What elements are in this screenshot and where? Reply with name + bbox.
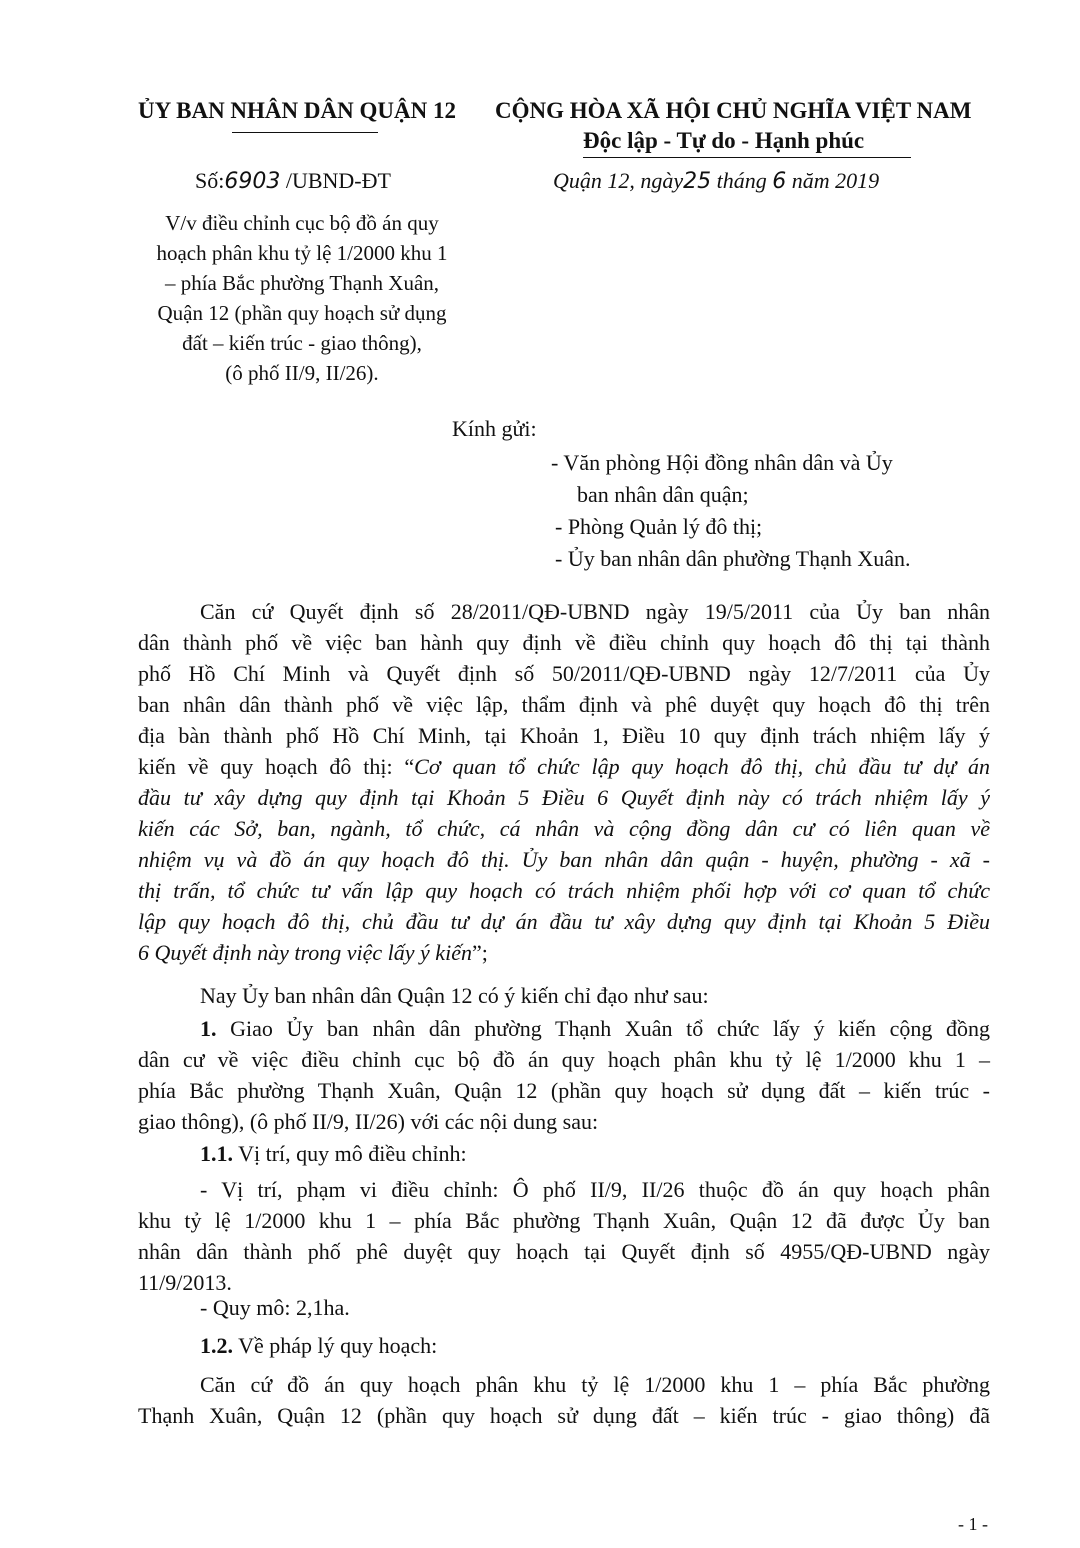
subject-line: hoạch phân khu tỷ lệ 1/2000 khu 1 — [156, 241, 448, 265]
subject-line: Quận 12 (phần quy hoạch sử dụng — [157, 301, 447, 325]
quote-line: kiến các Sở, ban, ngành, tổ chức, cá nhân và cộng đồng dân cư có liên quan về — [138, 816, 990, 841]
quote-line: nhiệm vụ và đồ án quy hoạch đô thị. Ủy ban nhân dân quận - huyện, phường - xã - — [138, 847, 990, 872]
quote-line: thị trấn, tổ chức tư vấn lập quy hoạch có trách nhiệm phối hợp với cơ quan tổ chức — [138, 878, 990, 903]
recipient-item: - Ủy ban nhân dân phường Thạnh Xuân. — [555, 546, 911, 571]
quote-end-text: 6 Quyết định này trong việc lấy ý kiến — [138, 940, 472, 965]
paragraph-line-mixed — [138, 751, 990, 782]
item-1 — [138, 1013, 990, 1137]
paragraph-line: ban nhân dân thành phố về việc lập, thẩm định và phê duyệt quy hoạch đô thị trên — [138, 692, 990, 717]
item-1-first-line — [138, 1013, 990, 1044]
item-1-1-number: 1.1. — [200, 1141, 233, 1166]
subject-line: V/v điều chỉnh cục bộ đồ án quy — [165, 211, 439, 235]
paragraph-line: phía Bắc phường Thạnh Xuân, Quận 12 (phần quy hoạch sử dụng đất – kiến trúc - — [138, 1078, 990, 1103]
paragraph-line: dân cư về việc điều chỉnh cục bộ đồ án quy hoạch phân khu tỷ lệ 1/2000 khu 1 – — [138, 1047, 990, 1072]
national-motto: Độc lập - Tự do - Hạnh phúc — [583, 128, 865, 153]
document-subject — [138, 208, 466, 388]
subject-line: (ô phố II/9, II/26). — [225, 361, 379, 385]
quote-line: đầu tư xây dựng quy định tại Khoản 5 Điều 6 Quyết định này có trách nhiệm lấy ý — [138, 785, 990, 810]
quote-text: Cơ quan tổ chức lập quy hoạch đô thị, chủ đầu tư dự án — [414, 754, 991, 779]
item-1-number: 1. — [200, 1016, 217, 1041]
paragraph-line: Thạnh Xuân, Quận 12 (phần quy hoạch sử dụng đất – kiến trúc - giao thông) đã — [138, 1403, 990, 1428]
paragraph-line: giao thông), (ô phố II/9, II/26) với các nội dung sau: — [138, 1109, 599, 1134]
paragraph-directive-intro — [138, 980, 990, 1011]
date-suffix: năm 2019 — [786, 168, 880, 193]
doc-number-suffix: /UBND-ĐT — [280, 168, 391, 193]
item-1-2-detail — [138, 1369, 990, 1431]
quote-lead: kiến về quy hoạch đô thị: “ — [138, 754, 415, 779]
recipient-item: - Phòng Quản lý đô thị; — [555, 514, 763, 539]
quote-close: ”; — [471, 940, 488, 965]
item-1-2-number: 1.2. — [200, 1333, 233, 1358]
paragraph-legal-basis — [138, 596, 990, 968]
item-1-1-scale — [138, 1292, 990, 1323]
date-month-handwritten: 6 — [772, 169, 787, 194]
motto-underline — [583, 157, 911, 158]
quote-line: lập quy hoạch đô thị, chủ đầu tư dự án đầu tư xây dựng quy định tại Khoản 5 Điều — [138, 909, 990, 934]
addressee-label: Kính gửi: — [452, 416, 537, 441]
subject-line: đất – kiến trúc - giao thông), — [182, 331, 422, 355]
paragraph-line: 11/9/2013. — [138, 1270, 232, 1295]
organization-name: ỦY BAN NHÂN DÂN QUẬN 12 — [138, 98, 456, 123]
doc-number-prefix: Số: — [195, 168, 225, 193]
date-day-handwritten: 25 — [683, 169, 712, 194]
item-1-2-heading — [138, 1330, 990, 1361]
item-1-1-text: Vị trí, quy mô điều chỉnh: — [233, 1141, 467, 1166]
date-mid: tháng — [711, 168, 773, 193]
item-1-1-heading — [138, 1138, 990, 1169]
page-number: - 1 - — [958, 1514, 988, 1534]
place-and-date — [553, 168, 879, 194]
paragraph-line: Nay Ủy ban nhân dân Quận 12 có ý kiến chỉ đạo như sau: — [200, 983, 709, 1008]
recipient-item-continued: ban nhân dân quận; — [577, 482, 749, 507]
paragraph-line: - Vị trí, phạm vi điều chỉnh: Ô phố II/9, II/26 thuộc đồ án quy hoạch phân — [200, 1177, 990, 1202]
subject-line: – phía Bắc phường Thạnh Xuân, — [164, 271, 440, 295]
item-1-1-line — [138, 1138, 990, 1169]
organization-underline — [232, 132, 378, 133]
recipient-item: - Văn phòng Hội đồng nhân dân và Ủy — [551, 450, 893, 475]
paragraph-line: dân thành phố về việc ban hành quy định về điều chỉnh quy hoạch đô thị tại thành — [138, 630, 990, 655]
national-title: CỘNG HÒA XÃ HỘI CHỦ NGHĨA VIỆT NAM — [495, 98, 972, 123]
item-1-1-detail — [138, 1174, 990, 1298]
item-1-2-text: Về pháp lý quy hoạch: — [233, 1333, 438, 1358]
paragraph-line: địa bàn thành phố Hồ Chí Minh, tại Khoản 1, Điều 10 quy định trách nhiệm lấy ý — [138, 723, 990, 748]
date-prefix: Quận 12, ngày — [553, 168, 684, 193]
paragraph-line: Căn cứ đồ án quy hoạch phân khu tỷ lệ 1/2000 khu 1 – phía Bắc phường — [200, 1372, 990, 1397]
paragraph-line: nhân dân thành phố phê duyệt quy hoạch tại Quyết định số 4955/QĐ-UBND ngày — [138, 1239, 990, 1264]
paragraph-line: - Quy mô: 2,1ha. — [200, 1295, 350, 1320]
paragraph-line: khu tỷ lệ 1/2000 khu 1 – phía Bắc phường Thạnh Xuân, Quận 12 đã được Ủy ban — [138, 1208, 990, 1233]
doc-number-handwritten: 6903 — [224, 169, 281, 194]
paragraph-line: phố Hồ Chí Minh và Quyết định số 50/2011/QĐ-UBND ngày 12/7/2011 của Ủy — [138, 661, 990, 686]
item-1-2-line — [138, 1330, 990, 1361]
document-number — [195, 168, 391, 194]
quote-end-line — [138, 937, 990, 968]
paragraph-line: Căn cứ Quyết định số 28/2011/QĐ-UBND ngày 19/5/2011 của Ủy ban nhân — [200, 599, 990, 624]
item-1-text: Giao Ủy ban nhân dân phường Thạnh Xuân tổ chức lấy ý kiến cộng đồng — [216, 1016, 990, 1041]
